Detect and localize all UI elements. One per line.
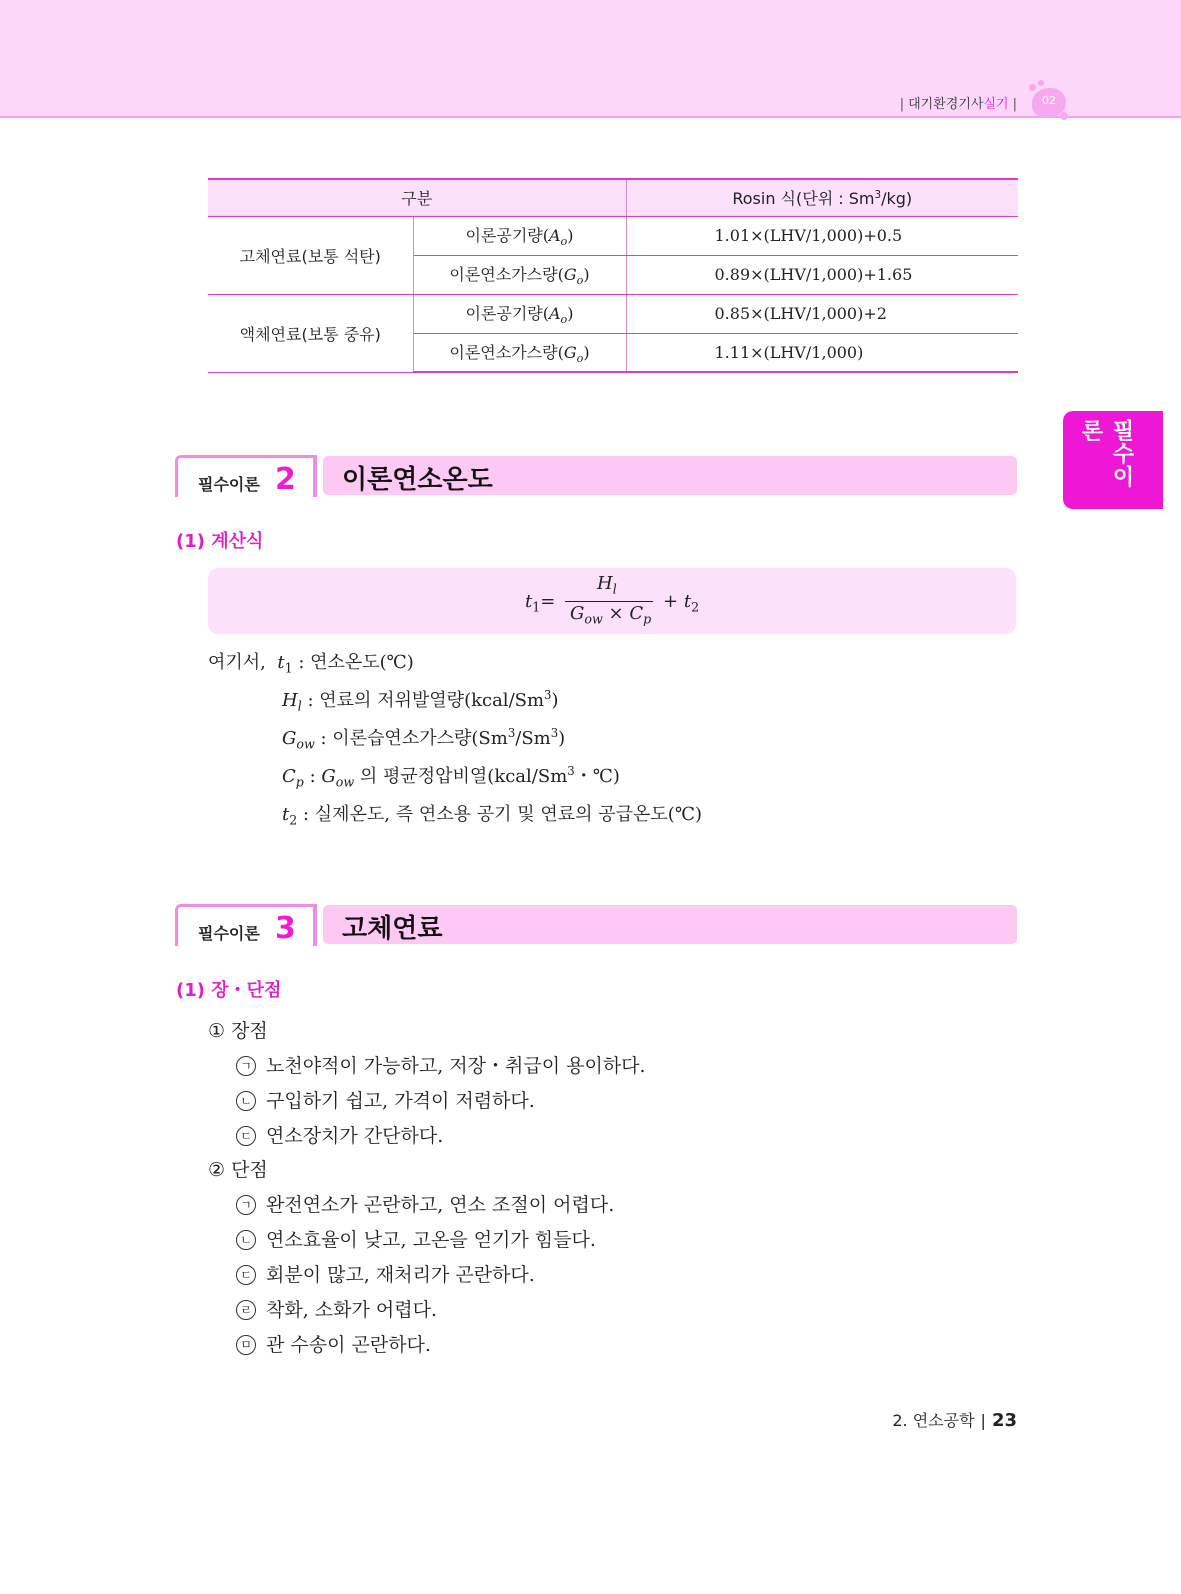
formula-cell: 0.89×(LHV/1,000)+1.65	[626, 255, 1018, 294]
section-title: 고체연료	[342, 914, 443, 944]
disadvantages-heading: ② 단점	[208, 1159, 268, 1181]
subsection-heading: (1) 계산식	[176, 531, 264, 552]
book-title: 대기환경기사	[908, 97, 984, 112]
section-number: 2	[275, 462, 296, 497]
section-label-box	[175, 904, 317, 946]
definition-where: 여기서, $t_1$ : 연소온도(℃)	[208, 652, 414, 676]
running-head-separator-left: |	[899, 97, 905, 112]
list-item	[236, 1086, 535, 1113]
footer-separator: |	[980, 1411, 986, 1430]
table-row	[208, 294, 1018, 333]
side-tab[interactable]	[1063, 411, 1163, 509]
chapter-badge	[1026, 80, 1070, 124]
list-item-text: 완전연소가 곤란하고, 연소 조절이 어렵다.	[266, 1194, 615, 1216]
section-label: 필수이론	[198, 924, 260, 943]
section-label-box	[175, 455, 317, 497]
definition-line: $t_2$ : 실제온도, 즉 연소용 공기 및 연료의 공급온도(℃)	[282, 804, 702, 828]
table-header-category: 구분	[208, 179, 626, 216]
list-marker-icon: ㄱ	[236, 1056, 256, 1076]
badge-dot	[1060, 112, 1068, 120]
definition-line: $G_{ow}$ : 이론습연소가스량(Sm$^3$/Sm$^3$)	[282, 725, 566, 752]
list-item-text: 노천야적이 가능하고, 저장・취급이 용이하다.	[266, 1055, 646, 1077]
item-cell: 이론공기량$(A_o)$	[413, 294, 626, 333]
list-marker-icon: ㄴ	[236, 1230, 256, 1250]
table-row	[208, 216, 1018, 255]
fuel-category-cell: 고체연료(보통 석탄)	[208, 216, 413, 294]
running-head-separator-right: |	[1012, 97, 1017, 112]
list-item	[236, 1051, 646, 1078]
page-footer	[892, 1408, 1017, 1431]
book-title-accent: 실기	[983, 97, 1009, 112]
running-head	[896, 93, 1021, 112]
list-item-text: 착화, 소화가 어렵다.	[266, 1299, 437, 1321]
formula-cell: 1.11×(LHV/1,000)	[626, 333, 1018, 372]
section-number: 3	[275, 911, 296, 946]
formula-rhs: + $t_2$	[663, 591, 700, 615]
table-header-formula: Rosin 식(단위 : Sm$^3$/kg)	[626, 179, 1018, 216]
list-item	[236, 1121, 443, 1148]
item-cell: 이론연소가스량$(G_o)$	[413, 255, 626, 294]
rosin-table	[208, 178, 1018, 373]
page-number: 23	[991, 1410, 1017, 1431]
advantages-heading: ① 장점	[208, 1020, 268, 1042]
section-header-2	[175, 455, 1018, 497]
section-title-bar	[323, 905, 1017, 944]
list-marker-icon: ㄷ	[236, 1265, 256, 1285]
formula-cell: 0.85×(LHV/1,000)+2	[626, 294, 1018, 333]
list-item	[236, 1260, 535, 1287]
formula-lhs: $t_1=$	[525, 591, 556, 615]
list-item-text: 연소효율이 낮고, 고온을 얻기가 힘들다.	[266, 1229, 596, 1251]
item-cell: 이론연소가스량$(G_o)$	[413, 333, 626, 372]
formula-numerator: $H_l$	[597, 573, 617, 597]
list-item-text: 연소장치가 간단하다.	[266, 1125, 444, 1147]
subsection-heading: (1) 장・단점	[176, 980, 282, 1001]
formula-cell: 1.01×(LHV/1,000)+0.5	[626, 216, 1018, 255]
list-item-text: 구입하기 쉽고, 가격이 저렴하다.	[266, 1090, 535, 1112]
fuel-category-cell: 액체연료(보통 중유)	[208, 294, 413, 372]
definition-line: $C_p$ : $G_{ow}$ 의 평균정압비열(kcal/Sm$^3$・℃)	[282, 763, 620, 790]
list-item	[236, 1330, 431, 1357]
list-item	[236, 1225, 596, 1252]
section-label: 필수이론	[198, 475, 260, 494]
section-title: 이론연소온도	[342, 465, 493, 495]
item-cell: 이론공기량$(A_o)$	[413, 216, 626, 255]
definition-line: $H_l$ : 연료의 저위발열량(kcal/Sm$^3$)	[282, 687, 559, 714]
badge-dot	[1029, 84, 1036, 91]
list-item-text: 회분이 많고, 재처리가 곤란하다.	[266, 1264, 535, 1286]
list-marker-icon: ㄱ	[236, 1195, 256, 1215]
list-item	[236, 1190, 614, 1217]
list-item-text: 관 수송이 곤란하다.	[266, 1334, 431, 1356]
list-marker-icon: ㅁ	[236, 1335, 256, 1355]
list-marker-icon: ㄴ	[236, 1091, 256, 1111]
section-title-bar	[323, 456, 1017, 495]
chapter-number: 02	[1042, 94, 1056, 107]
fraction-line	[565, 601, 653, 602]
badge-dot	[1038, 80, 1044, 86]
list-marker-icon: ㄹ	[236, 1300, 256, 1320]
list-marker-icon: ㄷ	[236, 1126, 256, 1146]
side-tab-label: 필수이론	[1078, 419, 1134, 488]
footer-chapter: 2. 연소공학	[892, 1411, 975, 1430]
section-header-3	[175, 904, 1018, 946]
list-item	[236, 1295, 437, 1322]
formula-denominator: $G_{ow} \times C_p$	[570, 603, 652, 627]
